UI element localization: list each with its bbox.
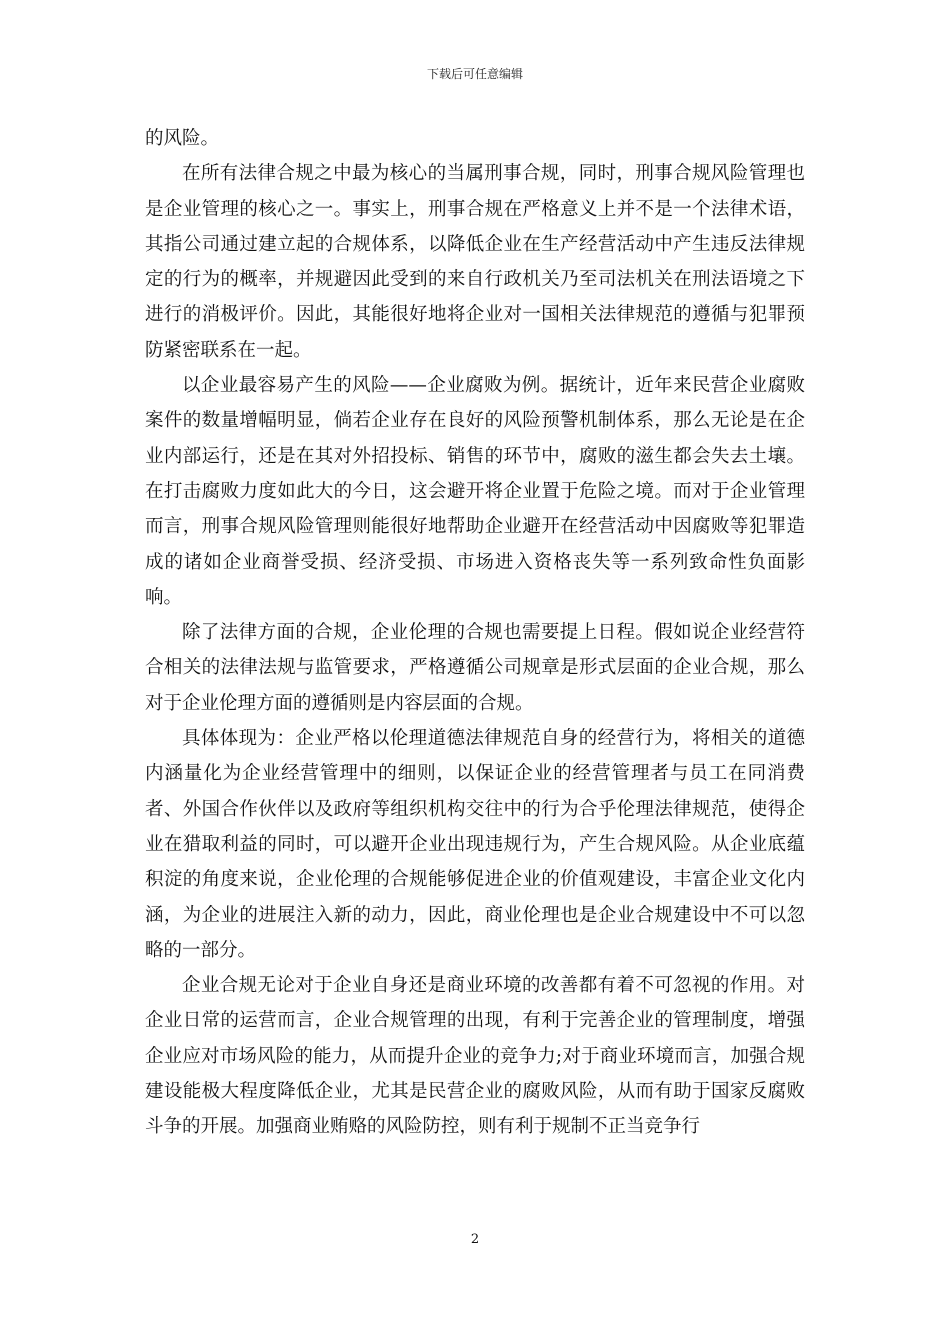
paragraph-criminal-compliance: 在所有法律合规之中最为核心的当属刑事合规，同时，刑事合规风险管理也是企业管理的核心之一。事实上，刑事合规在严格意义上并不是一个法律术语，其指公司通过建立起的合规体系，以降低企业在生产经营活动中产生违反法律规定的行为的概率，并规避因此受到的来自行政机关乃至司法机关在刑法语境之下进行的消极评价。因此，其能很好地将企业对一国相关法律规范的遵循与犯罪预防紧密联系在一起。 bbox=[145, 163, 805, 361]
page-number: 2 bbox=[470, 1232, 480, 1247]
paragraph-compliance-role: 企业合规无论对于企业自身还是商业环境的改善都有着不可忽视的作用。对企业日常的运营而言，企业合规管理的出现，有利于完善企业的管理制度，增强企业应对市场风险的能力，从而提升企业的竞争力;对于商业环境而言，加强合规建设能极大程度降低企业，尤其是民营企业的腐败风险，从而有助于国家反腐败斗争的开展。加强商业贿赂的风险防控，则有利于规制不正当竞争行 bbox=[145, 975, 805, 1138]
paragraph-continuation: 的风险。 bbox=[145, 128, 220, 149]
paragraph-specific-manifestation: 具体体现为：企业严格以伦理道德法律规范自身的经营行为，将相关的道德内涵量化为企业经营管理中的细则，以保证企业的经营管理者与员工在同消费者、外国合作伙伴以及政府等组织机构交往中的行为合乎伦理法律规范，使得企业在猎取利益的同时，可以避开企业出现违规行为，产生合规风险。从企业底蕴积淀的角度来说，企业伦理的合规能够促进企业的价值观建设，丰富企业文化内涵，为企业的进展注入新的动力，因此，商业伦理也是企业合规建设中不可以忽略的一部分。 bbox=[145, 728, 805, 961]
page-header: 下载后可任意编辑 bbox=[426, 67, 523, 81]
paragraph-corruption-risk: 以企业最容易产生的风险——企业腐败为例。据统计，近年来民营企业腐败案件的数量增幅明显，倘若企业存在良好的风险预警机制体系，那么无论是在企业内部运行，还是在其对外招投标、销售的环节中，腐败的滋生都会失去土壤。在打击腐败力度如此大的今日，这会避开将企业置于危险之境。而对于企业管理而言，刑事合规风险管理则能很好地帮助企业避开在经营活动中因腐败等犯罪造成的诸如企业商誉受损、经济受损、市场进入资格丧失等一系列致命性负面影响。 bbox=[145, 375, 805, 608]
paragraph-ethics-compliance: 除了法律方面的合规，企业伦理的合规也需要提上日程。假如说企业经营符合相关的法律法规与监管要求，严格遵循公司规章是形式层面的企业合规，那么对于企业伦理方面的遵循则是内容层面的合规。 bbox=[145, 622, 805, 714]
document-body bbox=[145, 121, 805, 1145]
